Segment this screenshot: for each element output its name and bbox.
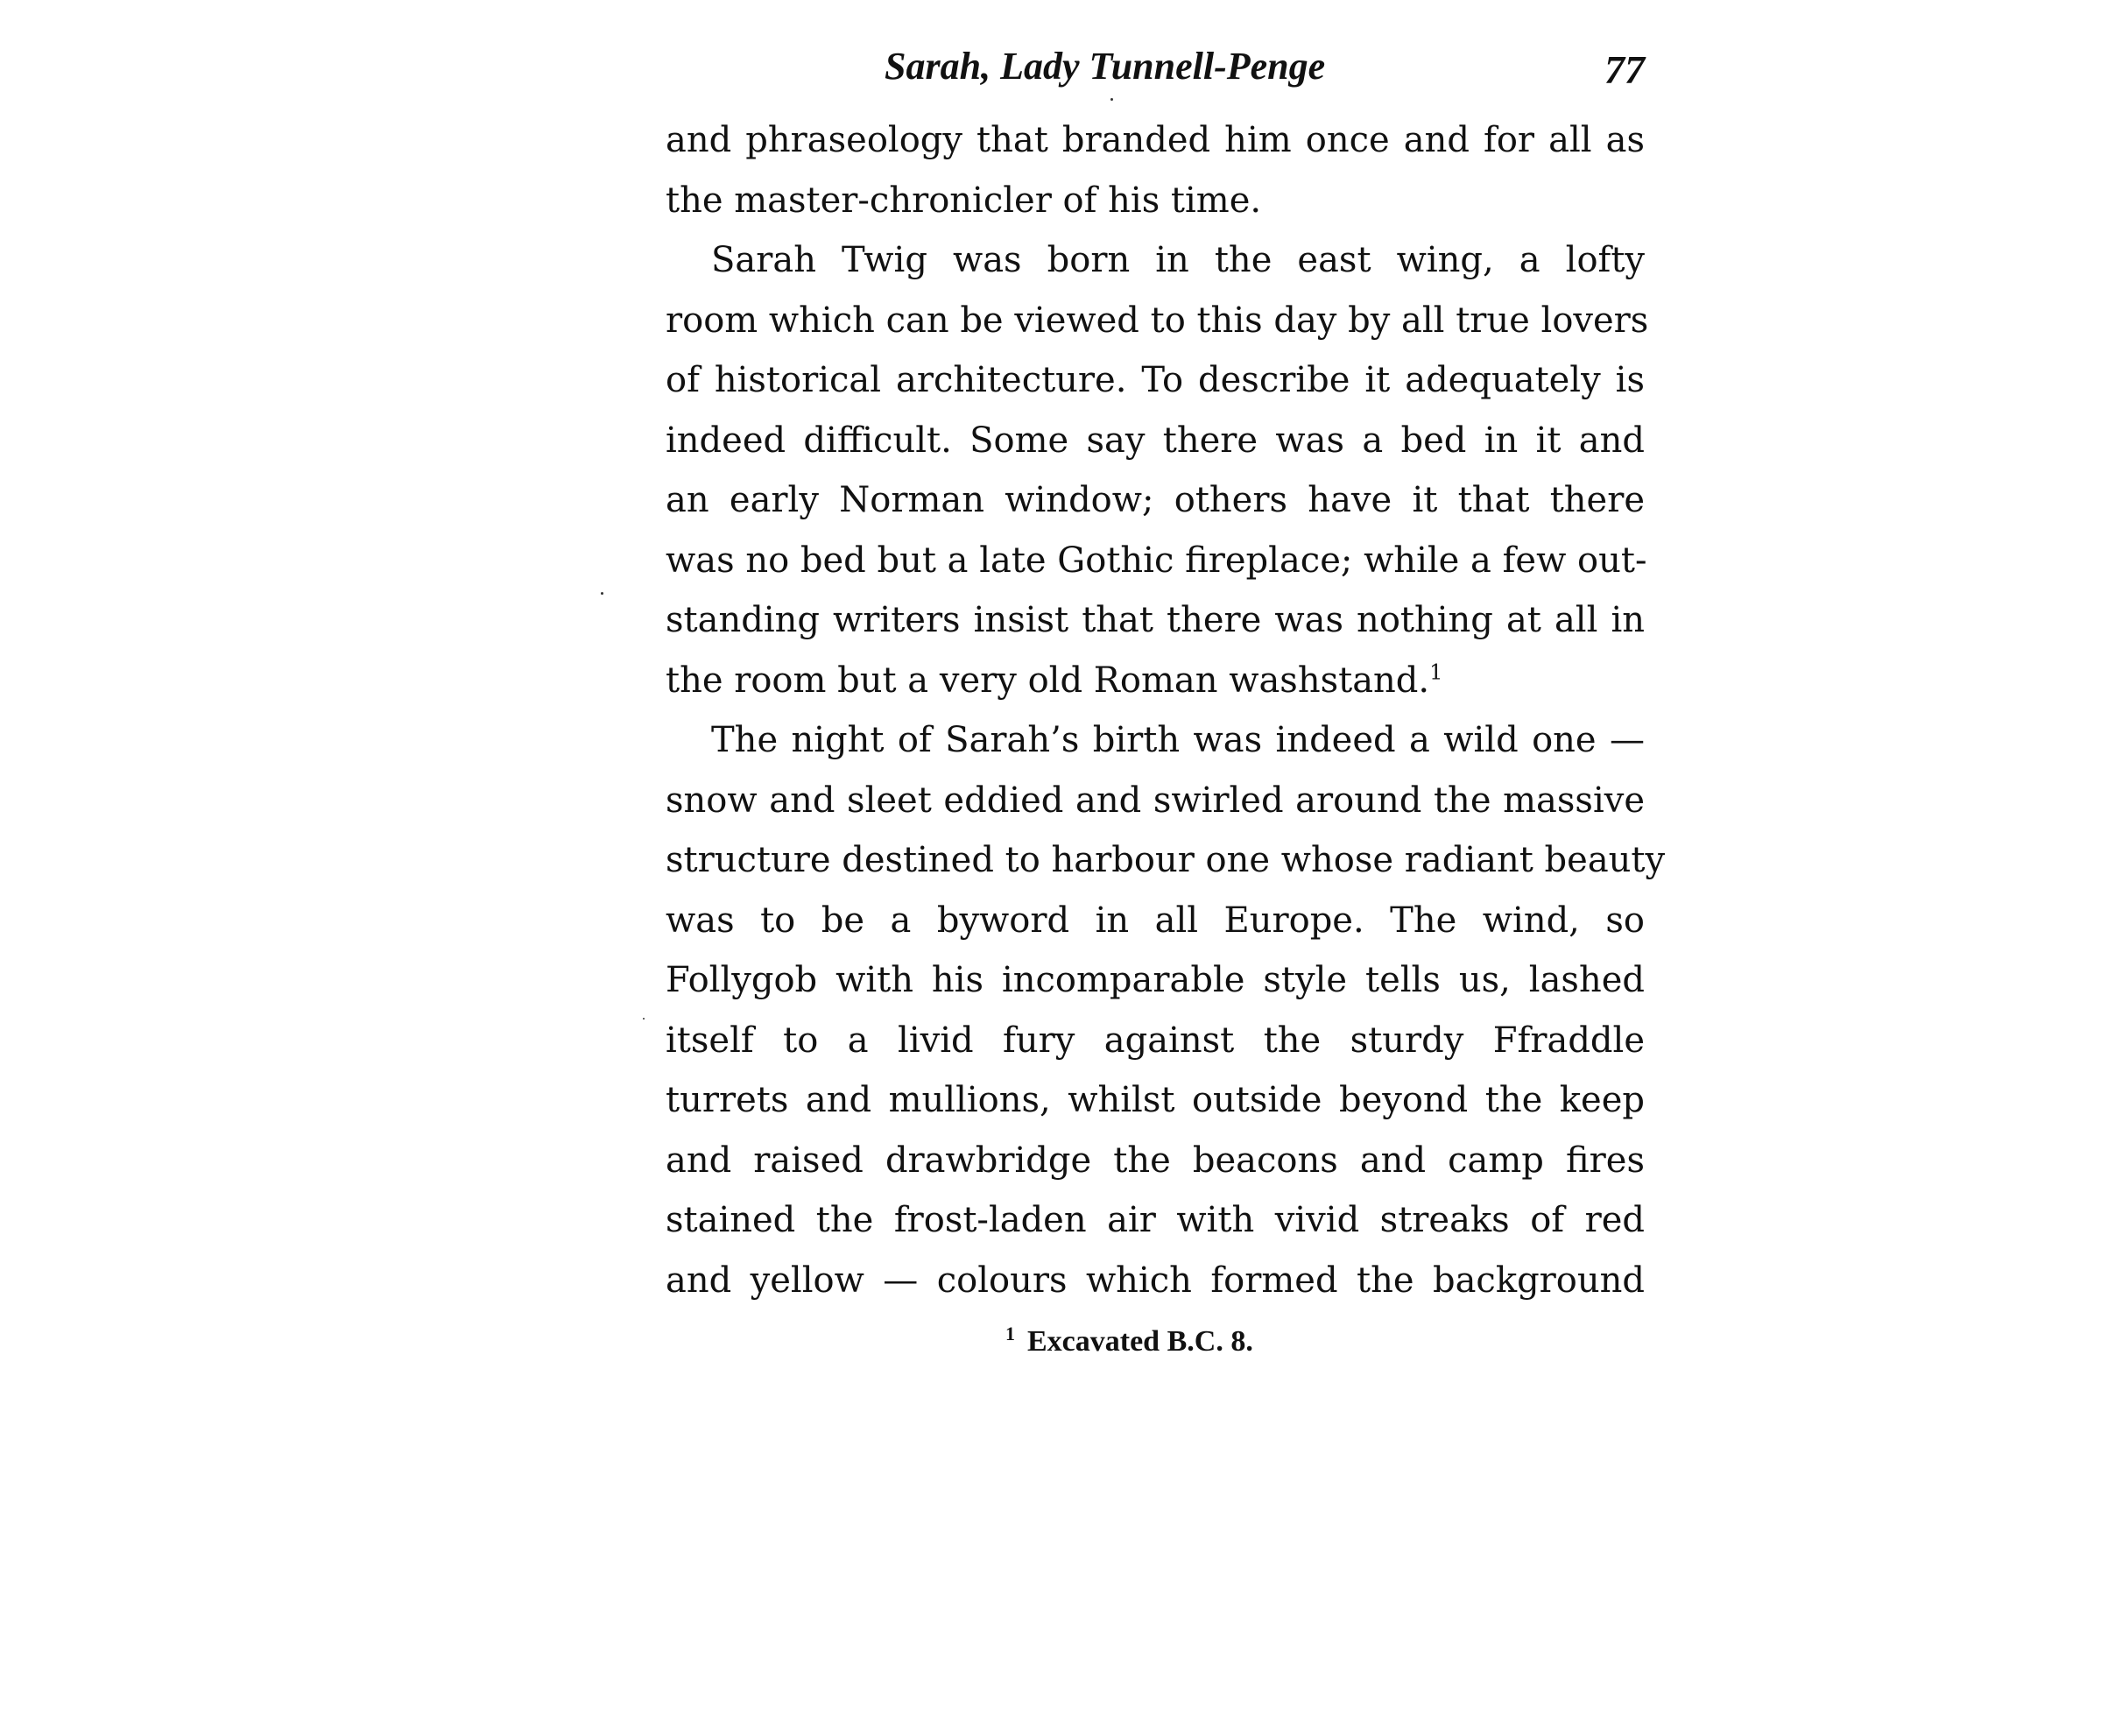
- text-line: an early Norman window; others have it that there: [666, 480, 1645, 520]
- text-line: stained the frost-laden air with vivid streaks of red: [666, 1200, 1645, 1240]
- running-title: Sarah, Lady Tunnell-Penge: [885, 45, 1326, 88]
- body-text: [666, 110, 1666, 1310]
- footnote-text: Excavated: [1027, 1325, 1167, 1358]
- page-number: 77: [1604, 47, 1645, 92]
- text-line: structure destined to harbour one whose radiant beauty: [666, 840, 1666, 880]
- text-line: was no bed but a late Gothic fireplace; while a few out-: [666, 540, 1647, 581]
- text-line: itself to a livid fury against the sturdy Ffraddle: [666, 1020, 1645, 1061]
- text-line: room which can be viewed to this day by all true lovers: [666, 300, 1649, 341]
- text-line: Follygob with his incomparable style tells us, lashed: [666, 960, 1645, 1000]
- text-line: of historical architecture. To describe it adequately is: [666, 360, 1645, 400]
- text-line: and phraseology that branded him once and for all as: [666, 120, 1645, 160]
- text-line: snow and sleet eddied and swirled around the massive: [666, 780, 1645, 821]
- running-head: [667, 39, 1646, 100]
- text-line: the master-chronicler of his time.: [666, 180, 1262, 221]
- text-line-content: the room but a very old Roman washstand.: [666, 660, 1430, 701]
- footnote-number: 1: [1005, 1322, 1015, 1344]
- scan-speck: [601, 592, 603, 595]
- footnote: [1005, 1317, 1253, 1366]
- footnote-reference: 1: [1429, 660, 1443, 685]
- footnote-text-end: 8.: [1223, 1325, 1253, 1358]
- text-line: and yellow — colours which formed the background: [666, 1260, 1645, 1301]
- scan-speck: [643, 1018, 645, 1020]
- scan-speck: [1110, 98, 1113, 101]
- text-line: turrets and mullions, whilst outside beyond the keep: [666, 1080, 1645, 1120]
- text-line: The night of Sarah’s birth was indeed a wild one —: [711, 720, 1645, 760]
- text-line: indeed difficult. Some say there was a bed in it and: [666, 420, 1645, 461]
- text-line: [666, 651, 1645, 711]
- text-line: standing writers insist that there was nothing at all in: [666, 600, 1645, 640]
- text-line: and raised drawbridge the beacons and camp fires: [666, 1140, 1645, 1181]
- text-line: Sarah Twig was born in the east wing, a lofty: [711, 240, 1645, 280]
- footnote-era: B.C.: [1167, 1325, 1223, 1358]
- text-line: was to be a byword in all Europe. The wind, so: [666, 900, 1645, 941]
